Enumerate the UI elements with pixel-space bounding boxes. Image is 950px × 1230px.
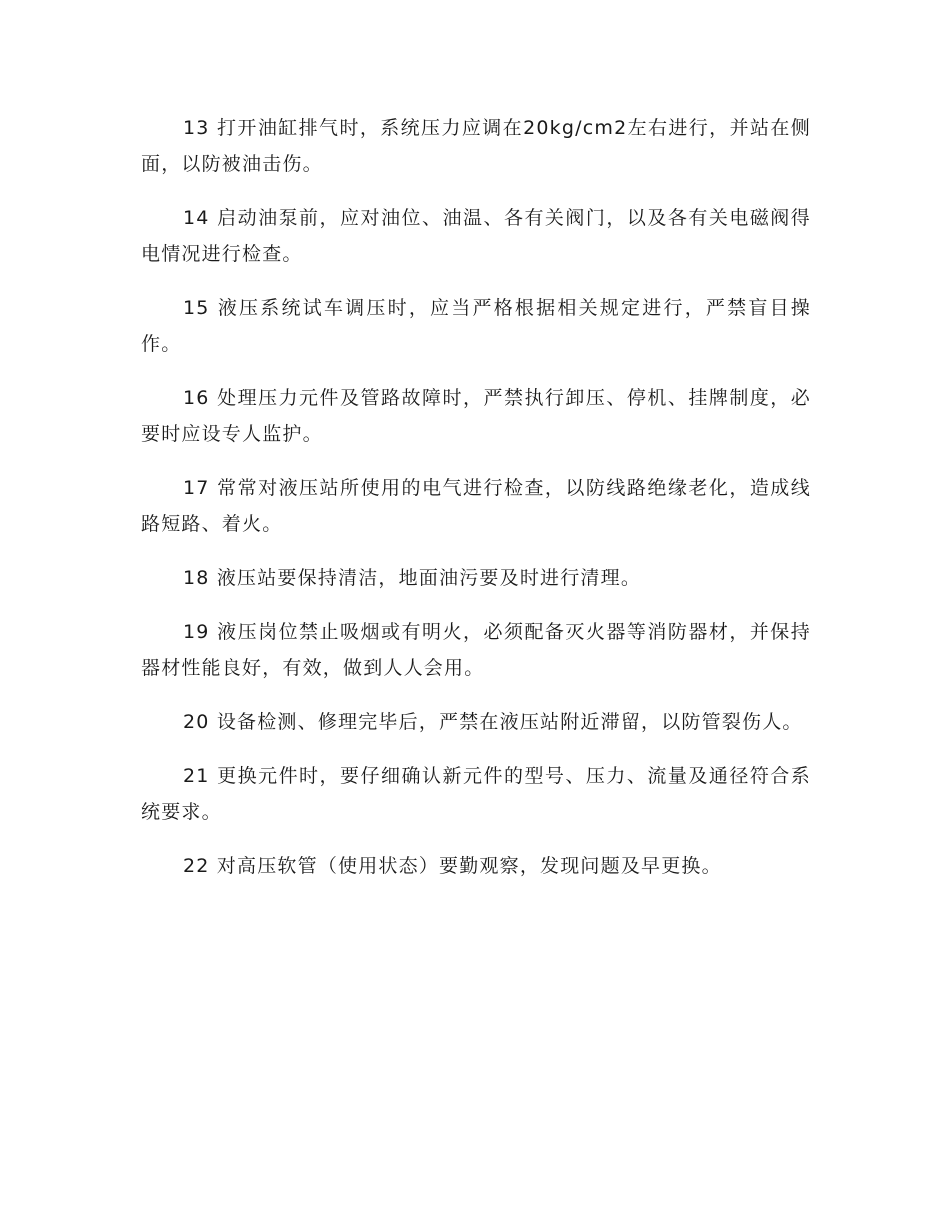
paragraph-22: 22 对高压软管（使用状态）要勤观察，发现问题及早更换。: [183, 855, 722, 877]
paragraph-16: 16 处理压力元件及管路故障时，严禁执行卸压、停机、挂牌制度，必要时应设专人监护。: [141, 387, 811, 445]
document-body: [141, 110, 811, 902]
paragraph-17: 17 常常对液压站所使用的电气进行检查，以防线路绝缘老化，造成线路短路、着火。: [141, 477, 811, 535]
paragraph-15: 15 液压系统试车调压时，应当严格根据相关规定进行，严禁盲目操作。: [141, 297, 811, 355]
paragraph-18: 18 液压站要保持清洁，地面油污要及时进行清理。: [183, 567, 642, 589]
paragraph-21: 21 更换元件时，要仔细确认新元件的型号、压力、流量及通径符合系统要求。: [141, 765, 811, 823]
paragraph-20: 20 设备检测、修理完毕后，严禁在液压站附近滞留，以防管裂伤人。: [183, 711, 803, 733]
paragraph-19: 19 液压岗位禁止吸烟或有明火，必须配备灭火器等消防器材，并保持器材性能良好，有效，做到人人会用。: [141, 621, 811, 679]
paragraph-13: 13 打开油缸排气时，系统压力应调在20kg/cm2左右进行，并站在侧面，以防被油击伤。: [141, 117, 811, 175]
paragraph-14: 14 启动油泵前，应对油位、油温、各有关阀门，以及各有关电磁阀得电情况进行检查。: [141, 207, 811, 265]
